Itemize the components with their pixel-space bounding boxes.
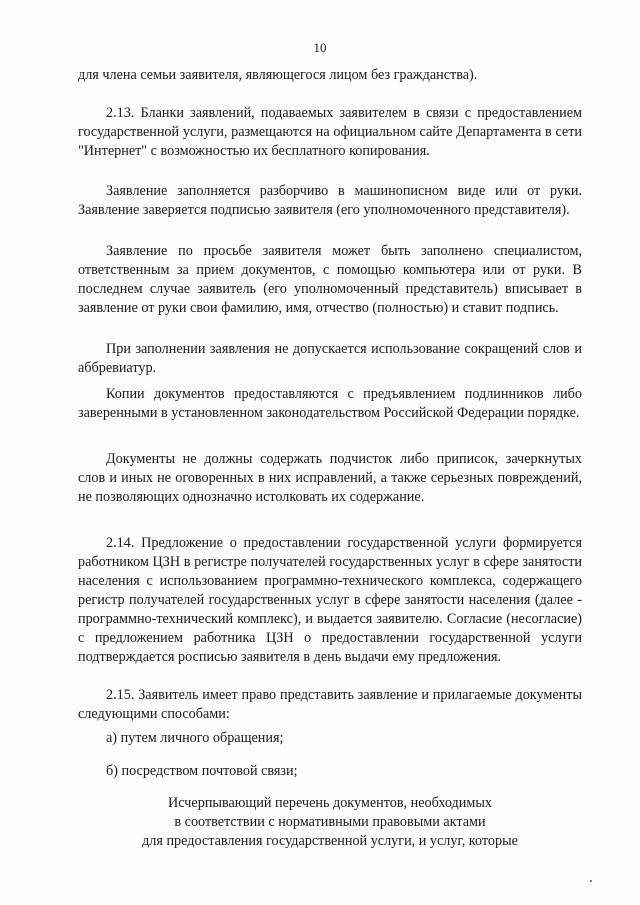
scan-speck [590, 880, 592, 882]
section-heading-line-3: для предоставления государственной услуги, и услуг, которые [142, 833, 518, 849]
section-heading-line-2: в соответствии с нормативными правовыми актами [174, 814, 486, 830]
paragraph-fill-rules: Заявление заполняется разборчиво в машинописном виде или от руки. Заявление заверяется подписью заявителя (его уполномоченного представителя). [78, 183, 582, 218]
paragraph-documents-requirements: Документы не должны содержать подчисток либо приписок, зачеркнутых слов и иных не оговоренных в них исправлений, а также серьезных повреждений, не позволяющих однозначно истолковать их содержание. [78, 451, 582, 505]
list-item-a: а) путем личного обращения; [106, 730, 284, 746]
section-heading-line-1: Исчерпывающий перечень документов, необходимых [168, 795, 492, 811]
paragraph-2-15: 2.15. Заявитель имеет право представить заявление и прилагаемые документы следующими способами: [78, 687, 582, 722]
paragraph-2-13: 2.13. Бланки заявлений, подаваемых заявителем в связи с предоставлением государственной услуги, размещаются на официальном сайте Департамента в сети "Интернет" с возможностью их бесплатного копирования. [78, 105, 582, 159]
paragraph-2-14: 2.14. Предложение о предоставлении государственной услуги формируется работником ЦЗН в регистре получателей государственных услуг в сфере занятости населения с использованием программно-технического комплекса, содержащего регистр получателей государственных услуг в сфере занятости населения (далее - программно-технический комплекс), и выдается заявителю. Согласие (несогласие) с предложением работника ЦЗН о предоставлении государственной услуги подтверждается росписью заявителя в день выдачи ему предложения. [78, 535, 582, 665]
paragraph-specialist-fill: Заявление по просьбе заявителя может быть заполнено специалистом, ответственным за прием документов, с помощью компьютера или от руки. В последнем случае заявитель (его уполномоченный представитель) вписывает в заявление от руки свои фамилию, имя, отчество (полностью) и ставит подпись. [78, 243, 582, 316]
paragraph-no-abbreviations: При заполнении заявления не допускается использование сокращений слов и аббревиатур. [78, 341, 582, 376]
list-item-b: б) посредством почтовой связи; [106, 763, 298, 779]
paragraph-copies: Копии документов предоставляются с предъявлением подлинников либо заверенными в установленном законодательством Российской Федерации порядке. [78, 386, 582, 421]
paragraph-continuation: для члена семьи заявителя, являющегося лицом без гражданства). [78, 67, 478, 83]
page-number: 10 [313, 40, 327, 55]
